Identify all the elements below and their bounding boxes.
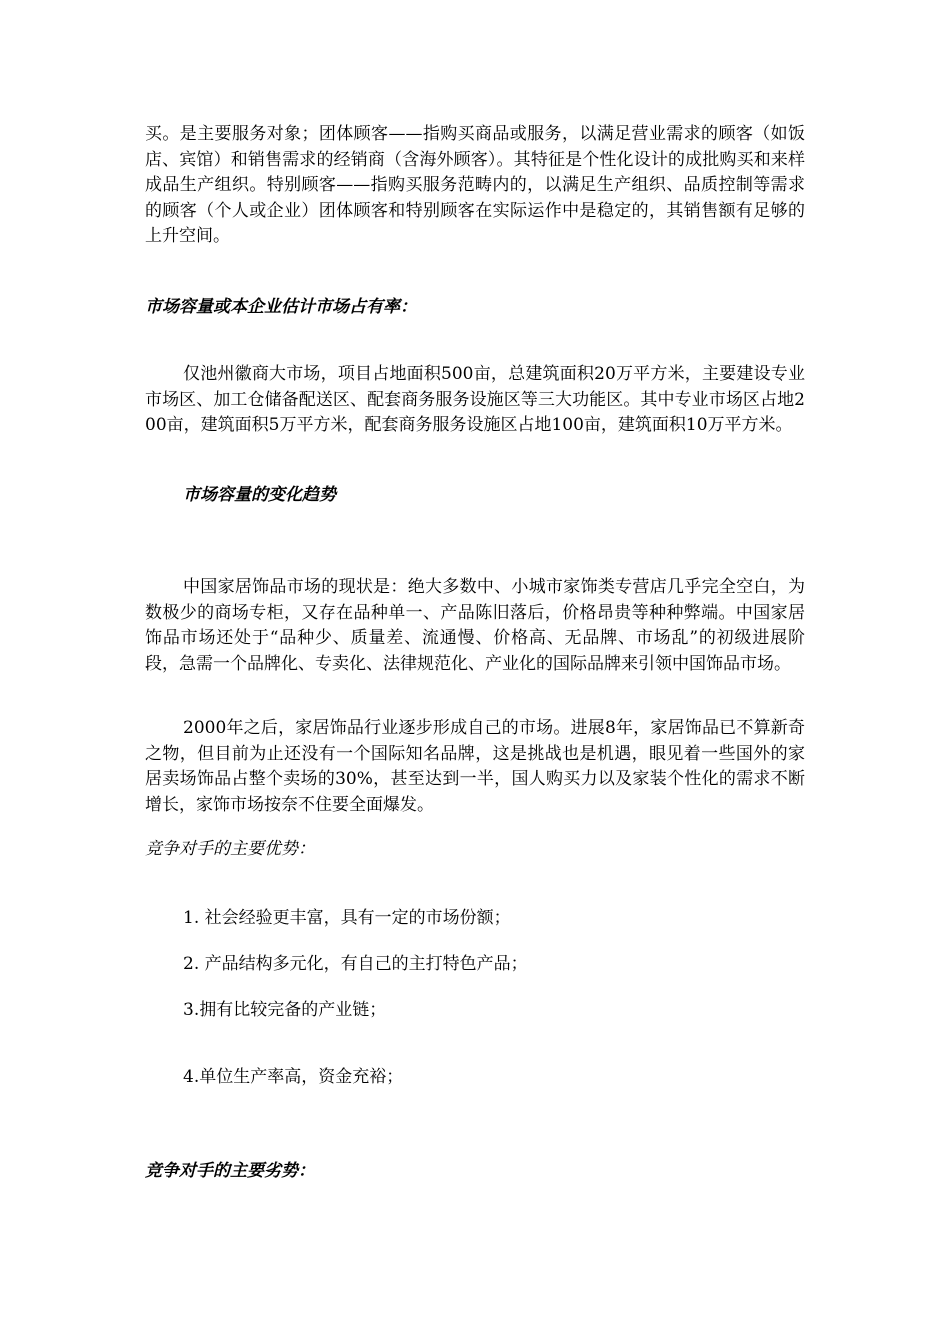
market-growth-paragraph: 2000年之后，家居饰品行业逐步形成自己的市场。进展8年，家居饰品已不算新奇之物，但目前为止还没有一个国际知名品牌，这是挑战也是机遇，眼见着一些国外的家居卖场饰品占整个卖场的30%，甚至达到一半，国人购买力以及家装个性化的需求不断增长，家饰市场按奈不住要全面爆发。	[145, 718, 805, 815]
capacity-trend-heading: 市场容量的变化趋势	[183, 485, 336, 505]
competitor-weaknesses-heading: 竞争对手的主要劣势：	[145, 1161, 315, 1181]
competitor-strengths-heading: 竞争对手的主要优势：	[145, 839, 315, 859]
market-capacity-heading: 市场容量或本企业估计市场占有率：	[145, 297, 417, 317]
strength-item-1: 1. 社会经验更丰富，具有一定的市场份额；	[183, 908, 511, 928]
strength-item-3: 3.拥有比较完备的产业链；	[183, 1000, 387, 1020]
customer-types-paragraph: 买。是主要服务对象；团体顾客——指购买商品或服务，以满足营业需求的顾客（如饭店、宾馆）和销售需求的经销商（含海外顾客）。其特征是个性化设计的成批购买和来样成品生产组织。特别顾客——指购买服务范畴内的，以满足生产组织、品质控制等需求的顾客（个人或企业）团体顾客和特别顾客在实际运作中是稳定的，其销售额有足够的上升空间。	[145, 124, 805, 246]
market-capacity-paragraph: 仅池州徽商大市场，项目占地面积500亩，总建筑面积20万平方米，主要建设专业市场区、加工仓储备配送区、配套商务服务设施区等三大功能区。其中专业市场区占地200亩，建筑面积5万平方米，配套商务服务设施区占地100亩，建筑面积10万平方米。	[145, 364, 805, 435]
strength-item-4: 4.单位生产率高，资金充裕；	[183, 1067, 404, 1087]
market-status-paragraph: 中国家居饰品市场的现状是：绝大多数中、小城市家饰类专营店几乎完全空白，为数极少的商场专柜，又存在品种单一、产品陈旧落后，价格昂贵等种种弊端。中国家居饰品市场还处于“品种少、质量差、流通慢、价格高、无品牌、市场乱”的初级进展阶段，急需一个品牌化、专卖化、法律规范化、产业化的国际品牌来引领中国饰品市场。	[145, 577, 805, 674]
strength-item-2: 2. 产品结构多元化，有自己的主打特色产品；	[183, 954, 528, 974]
